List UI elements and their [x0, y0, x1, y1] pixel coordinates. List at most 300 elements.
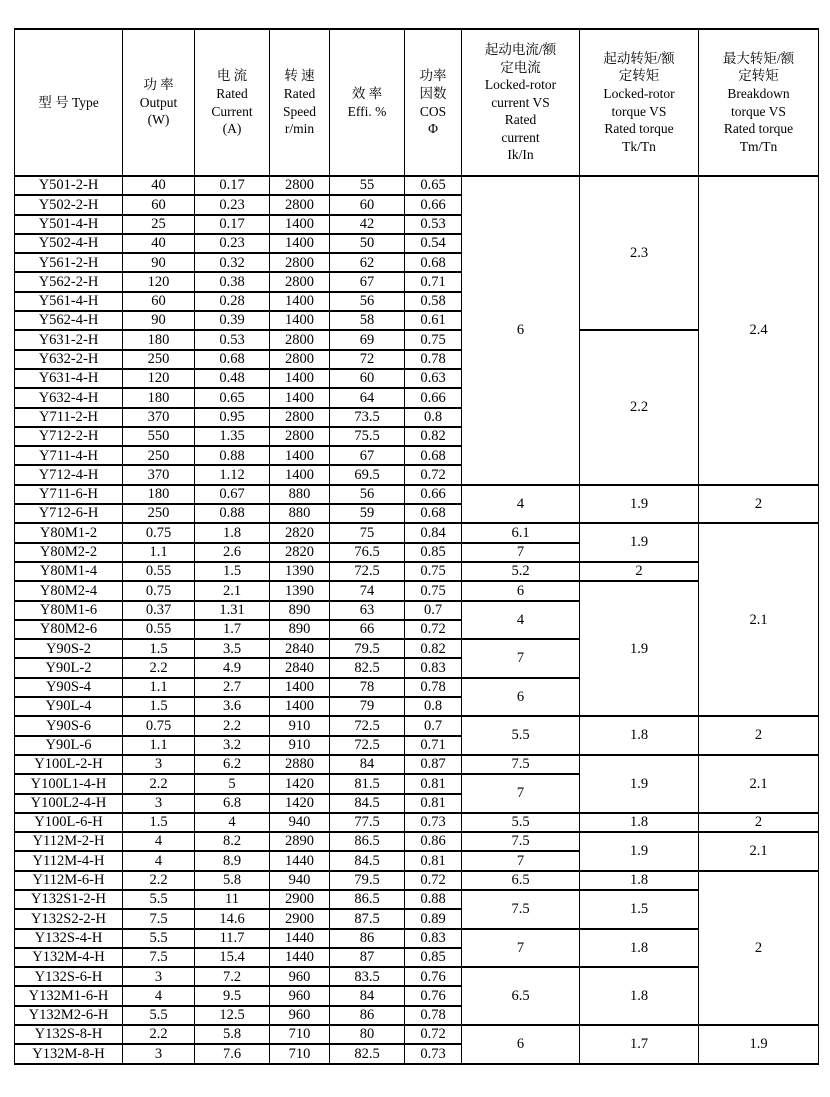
cell-type: Y711-6-H — [15, 485, 123, 504]
cell-effi: 87 — [330, 948, 405, 967]
cell-tm_tn: 2.1 — [699, 523, 819, 716]
cell-tm_tn: 2 — [699, 813, 819, 832]
cell-output: 0.37 — [123, 601, 195, 620]
cell-effi: 66 — [330, 620, 405, 639]
cell-type: Y80M2-4 — [15, 581, 123, 600]
header-line: Speed — [283, 103, 316, 119]
cell-tk_tn: 1.9 — [580, 523, 699, 562]
cell-current: 0.88 — [195, 504, 270, 523]
cell-output: 1.1 — [123, 543, 195, 562]
cell-cos: 0.65 — [405, 176, 462, 195]
cell-output: 1.5 — [123, 813, 195, 832]
header-tk_tn — [580, 29, 699, 176]
cell-current: 8.9 — [195, 851, 270, 870]
cell-type: Y631-2-H — [15, 330, 123, 349]
cell-output: 250 — [123, 350, 195, 369]
cell-cos: 0.84 — [405, 523, 462, 542]
header-line: Tm/Tn — [739, 138, 778, 154]
cell-output: 2.2 — [123, 871, 195, 890]
cell-speed: 1400 — [270, 465, 330, 484]
cell-ik_in: 5.2 — [462, 562, 580, 581]
cell-current: 2.6 — [195, 543, 270, 562]
cell-output: 60 — [123, 292, 195, 311]
header-line: Ik/In — [507, 147, 534, 163]
cell-speed: 1400 — [270, 388, 330, 407]
cell-current: 1.12 — [195, 465, 270, 484]
cell-speed: 2800 — [270, 427, 330, 446]
cell-effi: 58 — [330, 311, 405, 330]
cell-current: 0.88 — [195, 446, 270, 465]
cell-speed: 940 — [270, 813, 330, 832]
cell-output: 40 — [123, 234, 195, 253]
cell-current: 3.2 — [195, 736, 270, 755]
cell-effi: 60 — [330, 369, 405, 388]
cell-type: Y90S-4 — [15, 678, 123, 697]
cell-effi: 79.5 — [330, 639, 405, 658]
cell-cos: 0.8 — [405, 408, 462, 427]
header-line: Output — [139, 94, 178, 110]
cell-speed: 1400 — [270, 697, 330, 716]
cell-type: Y132S-4-H — [15, 929, 123, 948]
cell-ik_in: 6 — [462, 678, 580, 717]
cell-tk_tn: 1.5 — [580, 890, 699, 929]
cell-cos: 0.68 — [405, 504, 462, 523]
cell-ik_in: 7 — [462, 929, 580, 968]
cell-speed: 1400 — [270, 292, 330, 311]
cell-cos: 0.66 — [405, 195, 462, 214]
cell-effi: 86.5 — [330, 890, 405, 909]
table-row — [15, 485, 819, 504]
cell-current: 9.5 — [195, 986, 270, 1005]
cell-current: 3.5 — [195, 639, 270, 658]
cell-speed: 1440 — [270, 851, 330, 870]
cell-cos: 0.75 — [405, 562, 462, 581]
cell-output: 0.55 — [123, 562, 195, 581]
cell-output: 0.75 — [123, 581, 195, 600]
cell-cos: 0.87 — [405, 755, 462, 774]
cell-effi: 77.5 — [330, 813, 405, 832]
header-ik_in — [462, 29, 580, 176]
cell-ik_in: 4 — [462, 601, 580, 640]
cell-type: Y562-4-H — [15, 311, 123, 330]
cell-tk_tn: 1.9 — [580, 832, 699, 871]
cell-speed: 960 — [270, 1006, 330, 1025]
cell-output: 1.5 — [123, 697, 195, 716]
cell-type: Y112M-4-H — [15, 851, 123, 870]
cell-current: 6.2 — [195, 755, 270, 774]
cell-current: 5 — [195, 774, 270, 793]
header-line: 起动转矩/额 — [603, 50, 675, 66]
cell-tm_tn: 1.9 — [699, 1025, 819, 1064]
cell-speed: 2840 — [270, 658, 330, 677]
cell-type: Y712-2-H — [15, 427, 123, 446]
cell-effi: 84 — [330, 755, 405, 774]
cell-type: Y502-2-H — [15, 195, 123, 214]
cell-speed: 880 — [270, 485, 330, 504]
cell-type: Y112M-2-H — [15, 832, 123, 851]
header-line: 最大转矩/额 — [722, 50, 795, 66]
cell-speed: 1400 — [270, 678, 330, 697]
cell-type: Y90L-2 — [15, 658, 123, 677]
cell-type: Y80M1-2 — [15, 523, 123, 542]
cell-cos: 0.68 — [405, 446, 462, 465]
cell-cos: 0.75 — [405, 330, 462, 349]
cell-effi: 76.5 — [330, 543, 405, 562]
cell-cos: 0.66 — [405, 388, 462, 407]
cell-output: 3 — [123, 755, 195, 774]
cell-output: 180 — [123, 485, 195, 504]
cell-output: 4 — [123, 986, 195, 1005]
cell-current: 1.8 — [195, 523, 270, 542]
cell-speed: 2900 — [270, 890, 330, 909]
cell-current: 1.35 — [195, 427, 270, 446]
header-line: torque VS — [611, 103, 667, 119]
cell-effi: 72.5 — [330, 562, 405, 581]
cell-speed: 2800 — [270, 272, 330, 291]
cell-current: 0.95 — [195, 408, 270, 427]
cell-current: 14.6 — [195, 909, 270, 928]
cell-speed: 940 — [270, 871, 330, 890]
header-line: COS — [419, 103, 447, 119]
cell-effi: 87.5 — [330, 909, 405, 928]
header-line: Rated torque — [604, 121, 674, 137]
cell-tm_tn: 2 — [699, 485, 819, 524]
cell-speed: 2840 — [270, 639, 330, 658]
cell-effi: 72.5 — [330, 716, 405, 735]
cell-output: 3 — [123, 794, 195, 813]
header-line: 效 率 — [351, 85, 383, 101]
header-line: torque VS — [731, 103, 786, 119]
cell-cos: 0.85 — [405, 948, 462, 967]
cell-effi: 79.5 — [330, 871, 405, 890]
header-current — [195, 29, 270, 176]
cell-effi: 75.5 — [330, 427, 405, 446]
cell-output: 180 — [123, 388, 195, 407]
cell-cos: 0.82 — [405, 639, 462, 658]
cell-speed: 960 — [270, 986, 330, 1005]
cell-current: 0.39 — [195, 311, 270, 330]
cell-cos: 0.88 — [405, 890, 462, 909]
header-speed — [270, 29, 330, 176]
cell-current: 2.1 — [195, 581, 270, 600]
cell-current: 11.7 — [195, 929, 270, 948]
cell-effi: 62 — [330, 253, 405, 272]
cell-output: 120 — [123, 369, 195, 388]
table-row — [15, 967, 819, 986]
header-output — [123, 29, 195, 176]
cell-type: Y100L-6-H — [15, 813, 123, 832]
cell-speed: 1420 — [270, 794, 330, 813]
cell-type: Y561-4-H — [15, 292, 123, 311]
table-body — [15, 176, 819, 1064]
cell-ik_in: 7.5 — [462, 890, 580, 929]
cell-output: 40 — [123, 176, 195, 195]
cell-current: 0.23 — [195, 195, 270, 214]
cell-cos: 0.7 — [405, 716, 462, 735]
cell-cos: 0.72 — [405, 465, 462, 484]
cell-cos: 0.81 — [405, 851, 462, 870]
header-line: Current — [211, 103, 253, 119]
cell-tk_tn: 1.8 — [580, 813, 699, 832]
cell-current: 0.53 — [195, 330, 270, 349]
cell-tk_tn: 1.7 — [580, 1025, 699, 1064]
cell-current: 0.17 — [195, 176, 270, 195]
cell-type: Y80M1-4 — [15, 562, 123, 581]
cell-effi: 83.5 — [330, 967, 405, 986]
cell-ik_in: 7.5 — [462, 755, 580, 774]
cell-current: 1.5 — [195, 562, 270, 581]
header-line: 定转矩 — [618, 68, 660, 84]
header-line: r/min — [284, 121, 315, 137]
cell-tk_tn: 2 — [580, 562, 699, 581]
table-row — [15, 755, 819, 774]
cell-ik_in: 5.5 — [462, 813, 580, 832]
header-line: 起动电流/额 — [484, 42, 557, 58]
cell-speed: 2800 — [270, 408, 330, 427]
cell-current: 7.6 — [195, 1044, 270, 1064]
cell-effi: 82.5 — [330, 658, 405, 677]
cell-output: 180 — [123, 330, 195, 349]
table-row — [15, 581, 819, 600]
cell-cos: 0.76 — [405, 986, 462, 1005]
cell-speed: 1400 — [270, 215, 330, 234]
cell-speed: 1440 — [270, 929, 330, 948]
cell-ik_in: 5.5 — [462, 716, 580, 755]
cell-current: 12.5 — [195, 1006, 270, 1025]
cell-tk_tn: 1.9 — [580, 755, 699, 813]
cell-type: Y90S-6 — [15, 716, 123, 735]
cell-effi: 86 — [330, 929, 405, 948]
cell-output: 2.2 — [123, 658, 195, 677]
cell-current: 4.9 — [195, 658, 270, 677]
header-line: Rated — [283, 85, 316, 101]
cell-speed: 710 — [270, 1025, 330, 1044]
cell-current: 0.68 — [195, 350, 270, 369]
cell-speed: 910 — [270, 736, 330, 755]
cell-cos: 0.76 — [405, 967, 462, 986]
cell-output: 120 — [123, 272, 195, 291]
cell-ik_in: 6 — [462, 176, 580, 485]
cell-type: Y501-4-H — [15, 215, 123, 234]
header-tm_tn — [699, 29, 819, 176]
cell-type: Y711-2-H — [15, 408, 123, 427]
cell-cos: 0.73 — [405, 1044, 462, 1064]
cell-current: 2.2 — [195, 716, 270, 735]
cell-effi: 80 — [330, 1025, 405, 1044]
table-row — [15, 813, 819, 832]
cell-output: 1.1 — [123, 678, 195, 697]
cell-current: 0.23 — [195, 234, 270, 253]
header-line: (A) — [222, 121, 242, 137]
cell-current: 6.8 — [195, 794, 270, 813]
cell-type: Y132S1-2-H — [15, 890, 123, 909]
cell-ik_in: 4 — [462, 485, 580, 524]
cell-type: Y502-4-H — [15, 234, 123, 253]
cell-output: 1.1 — [123, 736, 195, 755]
table-row — [15, 523, 819, 542]
cell-tm_tn: 2.1 — [699, 755, 819, 813]
header-line: Φ — [428, 121, 438, 137]
cell-ik_in: 6 — [462, 581, 580, 600]
cell-effi: 55 — [330, 176, 405, 195]
cell-speed: 1400 — [270, 446, 330, 465]
table-row — [15, 832, 819, 851]
cell-output: 370 — [123, 408, 195, 427]
header-line: 定转矩 — [738, 68, 779, 84]
cell-speed: 2800 — [270, 195, 330, 214]
header-cos — [405, 29, 462, 176]
cell-current: 8.2 — [195, 832, 270, 851]
cell-effi: 67 — [330, 446, 405, 465]
header-row — [15, 29, 819, 176]
cell-effi: 84 — [330, 986, 405, 1005]
cell-tm_tn: 2.1 — [699, 832, 819, 871]
cell-effi: 72 — [330, 350, 405, 369]
cell-type: Y632-4-H — [15, 388, 123, 407]
cell-cos: 0.72 — [405, 871, 462, 890]
cell-effi: 50 — [330, 234, 405, 253]
cell-output: 90 — [123, 253, 195, 272]
cell-type: Y501-2-H — [15, 176, 123, 195]
cell-effi: 59 — [330, 504, 405, 523]
cell-current: 0.28 — [195, 292, 270, 311]
header-line: 因数 — [419, 85, 447, 101]
cell-output: 4 — [123, 832, 195, 851]
cell-current: 1.31 — [195, 601, 270, 620]
cell-effi: 69 — [330, 330, 405, 349]
cell-type: Y712-4-H — [15, 465, 123, 484]
cell-type: Y90S-2 — [15, 639, 123, 658]
cell-type: Y80M2-6 — [15, 620, 123, 639]
cell-output: 5.5 — [123, 1006, 195, 1025]
cell-output: 2.2 — [123, 774, 195, 793]
cell-effi: 78 — [330, 678, 405, 697]
cell-effi: 82.5 — [330, 1044, 405, 1064]
cell-effi: 79 — [330, 697, 405, 716]
header-line: Locked-rotor — [603, 85, 675, 101]
table-row — [15, 562, 819, 581]
cell-output: 0.75 — [123, 716, 195, 735]
cell-ik_in: 7.5 — [462, 832, 580, 851]
cell-current: 4 — [195, 813, 270, 832]
cell-tk_tn: 1.8 — [580, 871, 699, 890]
cell-output: 60 — [123, 195, 195, 214]
header-line: (W) — [147, 112, 170, 128]
cell-ik_in: 7 — [462, 639, 580, 678]
cell-type: Y631-4-H — [15, 369, 123, 388]
cell-speed: 2880 — [270, 755, 330, 774]
header-line: Rated — [216, 85, 248, 101]
header-line: Tk/Tn — [622, 138, 656, 154]
table-row — [15, 890, 819, 909]
cell-output: 90 — [123, 311, 195, 330]
cell-tk_tn: 1.9 — [580, 485, 699, 524]
cell-cos: 0.63 — [405, 369, 462, 388]
cell-effi: 81.5 — [330, 774, 405, 793]
cell-current: 15.4 — [195, 948, 270, 967]
cell-type: Y132S-8-H — [15, 1025, 123, 1044]
cell-output: 5.5 — [123, 929, 195, 948]
cell-effi: 56 — [330, 292, 405, 311]
cell-cos: 0.66 — [405, 485, 462, 504]
cell-type: Y80M1-6 — [15, 601, 123, 620]
cell-effi: 67 — [330, 272, 405, 291]
cell-tm_tn: 2.4 — [699, 176, 819, 485]
cell-output: 250 — [123, 446, 195, 465]
cell-type: Y711-4-H — [15, 446, 123, 465]
table-row — [15, 176, 819, 195]
cell-output: 2.2 — [123, 1025, 195, 1044]
cell-type: Y632-2-H — [15, 350, 123, 369]
cell-output: 0.55 — [123, 620, 195, 639]
cell-cos: 0.83 — [405, 929, 462, 948]
cell-cos: 0.81 — [405, 774, 462, 793]
cell-ik_in: 6.1 — [462, 523, 580, 542]
cell-type: Y80M2-2 — [15, 543, 123, 562]
cell-effi: 84.5 — [330, 851, 405, 870]
cell-output: 370 — [123, 465, 195, 484]
header-line: 电 流 — [216, 68, 248, 84]
cell-current: 11 — [195, 890, 270, 909]
header-line: 型 号 Type — [38, 94, 99, 110]
cell-ik_in: 7 — [462, 543, 580, 562]
cell-output: 250 — [123, 504, 195, 523]
cell-speed: 890 — [270, 601, 330, 620]
cell-tm_tn: 2 — [699, 716, 819, 755]
cell-cos: 0.8 — [405, 697, 462, 716]
cell-type: Y132M-4-H — [15, 948, 123, 967]
cell-current: 2.7 — [195, 678, 270, 697]
motor-spec-table — [14, 28, 819, 1065]
cell-type: Y132M1-6-H — [15, 986, 123, 1005]
cell-cos: 0.58 — [405, 292, 462, 311]
cell-output: 25 — [123, 215, 195, 234]
cell-speed: 2900 — [270, 909, 330, 928]
cell-speed: 2820 — [270, 523, 330, 542]
table-row — [15, 1025, 819, 1044]
cell-cos: 0.83 — [405, 658, 462, 677]
cell-cos: 0.54 — [405, 234, 462, 253]
cell-cos: 0.53 — [405, 215, 462, 234]
cell-output: 0.75 — [123, 523, 195, 542]
cell-effi: 42 — [330, 215, 405, 234]
cell-tk_tn: 1.8 — [580, 967, 699, 1025]
cell-speed: 2800 — [270, 253, 330, 272]
cell-effi: 72.5 — [330, 736, 405, 755]
cell-speed: 710 — [270, 1044, 330, 1064]
cell-effi: 63 — [330, 601, 405, 620]
cell-tk_tn: 1.9 — [580, 581, 699, 716]
cell-cos: 0.75 — [405, 581, 462, 600]
cell-speed: 1390 — [270, 581, 330, 600]
cell-effi: 69.5 — [330, 465, 405, 484]
cell-effi: 74 — [330, 581, 405, 600]
header-type — [15, 29, 123, 176]
cell-current: 0.38 — [195, 272, 270, 291]
cell-cos: 0.72 — [405, 620, 462, 639]
header-line: 功率 — [419, 68, 447, 84]
cell-speed: 2800 — [270, 330, 330, 349]
cell-speed: 880 — [270, 504, 330, 523]
cell-cos: 0.78 — [405, 350, 462, 369]
cell-current: 5.8 — [195, 871, 270, 890]
cell-current: 0.65 — [195, 388, 270, 407]
cell-ik_in: 6.5 — [462, 871, 580, 890]
cell-effi: 86.5 — [330, 832, 405, 851]
table-header — [15, 29, 819, 176]
cell-current: 5.8 — [195, 1025, 270, 1044]
header-line: 定电流 — [500, 59, 541, 75]
